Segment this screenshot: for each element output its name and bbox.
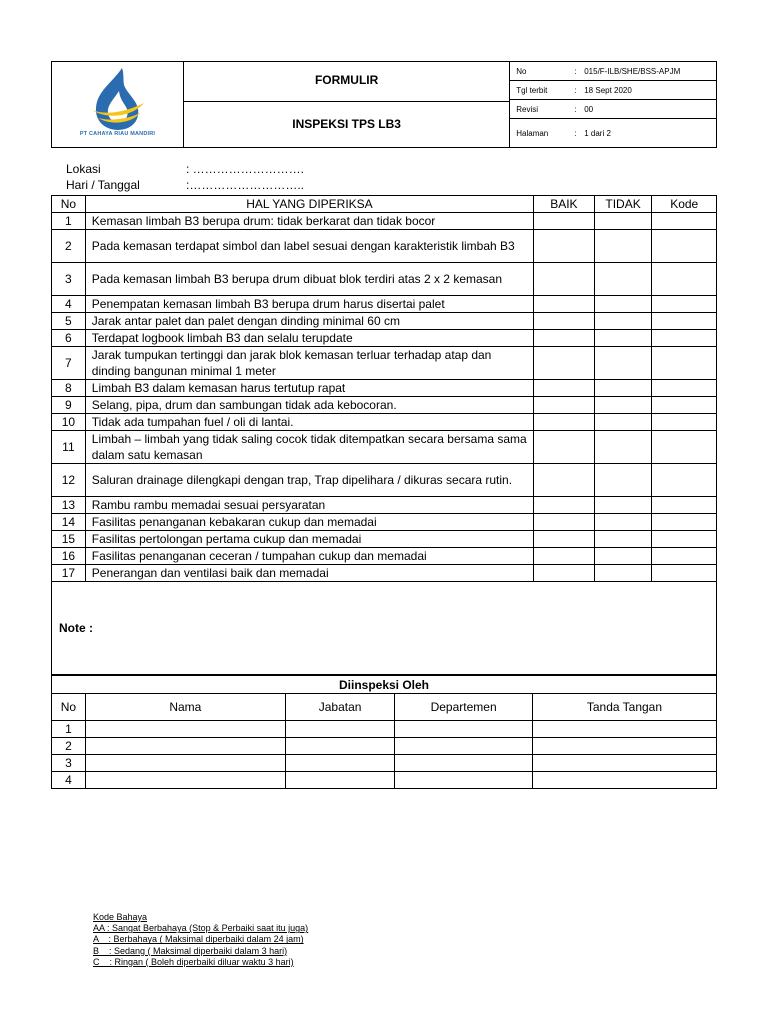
kode-cell[interactable] [652,414,717,431]
col-nama: Nama [85,694,285,721]
row-item-text: Tidak ada tumpahan fuel / oli di lantai. [85,414,533,431]
departemen-cell[interactable] [395,721,533,738]
tanda-tangan-cell[interactable] [532,772,716,789]
table-row [52,414,717,431]
tidak-cell[interactable] [594,414,652,431]
table-row [52,380,717,397]
kode-cell[interactable] [652,464,717,497]
tidak-cell[interactable] [594,548,652,565]
kode-cell[interactable] [652,213,717,230]
jabatan-cell[interactable] [285,755,395,772]
company-name: PT CAHAYA RIAU MANDIRI [79,130,156,137]
jabatan-cell[interactable] [285,721,395,738]
tanggal-label: Hari / Tanggal [66,178,140,192]
form-subtitle: INSPEKSI TPS LB3 [292,116,401,131]
baik-cell[interactable] [534,565,595,582]
row-no: 7 [52,347,86,380]
table-row [52,296,717,313]
row-item-text: Saluran drainage dilengkapi dengan trap, Trap dipelihara / dikuras secara rutin. [85,464,533,497]
row-item-text: Limbah – limbah yang tidak saling cocok tidak ditempatkan secara bersama sama dalam satu kemasan [85,431,533,464]
table-row [52,464,717,497]
row-no: 17 [52,565,86,582]
legend-item-b: B : Sedang ( Maksimal diperbaiki dalam 3 hari) [93,945,288,956]
table-row [52,721,717,738]
tidak-cell[interactable] [594,380,652,397]
form-title: FORMULIR [184,63,509,102]
kode-cell[interactable] [652,230,717,263]
kode-cell[interactable] [652,347,717,380]
kode-cell[interactable] [652,565,717,582]
table-row [52,397,717,414]
col-departemen: Departemen [395,694,533,721]
tidak-cell[interactable] [594,330,652,347]
row-no: 9 [52,397,86,414]
table-row [52,431,717,464]
tanda-tangan-cell[interactable] [532,755,716,772]
row-item-text: Fasilitas pertolongan pertama cukup dan memadai [85,531,533,548]
tidak-cell[interactable] [594,514,652,531]
row-item-text: Jarak antar palet dan palet dengan dinding minimal 60 cm [85,313,533,330]
row-item-text: Rambu rambu memadai sesuai persyaratan [85,497,533,514]
kode-cell[interactable] [652,497,717,514]
kode-cell[interactable] [652,531,717,548]
checklist-header-row [52,196,717,213]
kode-cell[interactable] [652,296,717,313]
kode-cell[interactable] [652,397,717,414]
table-row [52,497,717,514]
tidak-cell[interactable] [594,431,652,464]
row-no: 6 [52,330,86,347]
row-item-text: Pada kemasan terdapat simbol dan label sesuai dengan karakteristik limbah B3 [85,230,533,263]
row-item-text: Kemasan limbah B3 berupa drum: tidak berkarat dan tidak bocor [85,213,533,230]
row-no: 5 [52,313,86,330]
table-row [52,772,717,789]
kode-cell[interactable] [652,380,717,397]
title-cell [184,62,510,148]
col-jabatan: Jabatan [285,694,395,721]
departemen-cell[interactable] [395,755,533,772]
departemen-cell[interactable] [395,738,533,755]
table-row [52,313,717,330]
baik-cell[interactable] [534,313,595,330]
baik-cell[interactable] [534,497,595,514]
row-no: 15 [52,531,86,548]
nama-cell[interactable] [85,755,285,772]
tanda-tangan-cell[interactable] [532,738,716,755]
tidak-cell[interactable] [594,230,652,263]
row-no: 3 [52,263,86,296]
kode-cell[interactable] [652,263,717,296]
row-no: 4 [52,296,86,313]
table-row [52,230,717,263]
col-no: No [52,694,86,721]
legend [93,912,308,968]
tidak-cell[interactable] [594,397,652,414]
col-baik: BAIK [534,196,595,213]
baik-cell[interactable] [534,296,595,313]
inspection-body [52,721,717,789]
lokasi-value: : ………………………. [186,162,305,176]
baik-cell[interactable] [534,213,595,230]
tidak-cell[interactable] [594,263,652,296]
baik-cell[interactable] [534,514,595,531]
table-row [52,213,717,230]
row-item-text: Pada kemasan limbah B3 berupa drum dibuat blok terdiri atas 2 x 2 kemasan [85,263,533,296]
nama-cell[interactable] [85,721,285,738]
note-row [52,582,717,675]
tanda-tangan-cell[interactable] [532,721,716,738]
row-no: 2 [52,230,86,263]
checklist-body [52,213,717,582]
row-no: 4 [52,772,86,789]
row-no: 16 [52,548,86,565]
legend-item-a: A : Berbahaya ( Maksimal diperbaiki dalam 24 jam) [93,934,304,945]
tidak-cell[interactable] [594,347,652,380]
jabatan-cell[interactable] [285,772,395,789]
row-no: 11 [52,431,86,464]
col-tanda-tangan: Tanda Tangan [532,694,716,721]
baik-cell[interactable] [534,347,595,380]
tidak-cell[interactable] [594,531,652,548]
baik-cell[interactable] [534,531,595,548]
row-item-text: Fasilitas penanganan ceceran / tumpahan cukup dan memadai [85,548,533,565]
table-row [52,263,717,296]
tidak-cell[interactable] [594,296,652,313]
table-row [52,347,717,380]
col-item: HAL YANG DIPERIKSA [85,196,533,213]
row-item-text: Fasilitas penanganan kebakaran cukup dan memadai [85,514,533,531]
kode-cell[interactable] [652,548,717,565]
inspection-table [51,675,717,789]
row-item-text: Limbah B3 dalam kemasan harus tertutup rapat [85,380,533,397]
meta-halaman: Halaman : 1 dari 2 [510,118,716,147]
kode-cell[interactable] [652,431,717,464]
table-row [52,531,717,548]
table-row [52,738,717,755]
jabatan-cell[interactable] [285,738,395,755]
form-header [51,61,717,148]
baik-cell[interactable] [534,431,595,464]
row-item-text: Penempatan kemasan limbah B3 berupa drum harus disertai palet [85,296,533,313]
row-no: 12 [52,464,86,497]
baik-cell[interactable] [534,330,595,347]
legend-title: Kode Bahaya [93,912,148,922]
baik-cell[interactable] [534,548,595,565]
row-item-text: Terdapat logbook limbah B3 dan selalu terupdate [85,330,533,347]
row-no: 2 [52,738,86,755]
lokasi-label: Lokasi [66,162,101,176]
baik-cell[interactable] [534,397,595,414]
baik-cell[interactable] [534,414,595,431]
baik-cell[interactable] [534,230,595,263]
table-row [52,548,717,565]
row-no: 3 [52,755,86,772]
nama-cell[interactable] [85,772,285,789]
col-no: No [52,196,86,213]
table-row [52,330,717,347]
baik-cell[interactable] [534,380,595,397]
row-item-text: Selang, pipa, drum dan sambungan tidak ada kebocoran. [85,397,533,414]
table-row [52,755,717,772]
nama-cell[interactable] [85,738,285,755]
kode-cell[interactable] [652,330,717,347]
tidak-cell[interactable] [594,464,652,497]
kode-cell[interactable] [652,313,717,330]
col-tidak: TIDAK [594,196,652,213]
logo-cell [52,62,184,148]
baik-cell[interactable] [534,263,595,296]
row-no: 1 [52,721,86,738]
tanggal-value: :……………………….. [186,178,305,192]
meta-cell [510,62,717,148]
row-no: 8 [52,380,86,397]
meta-no: No : 015/F-ILB/SHE/BSS-APJM [516,66,681,76]
row-no: 1 [52,213,86,230]
tidak-cell[interactable] [594,497,652,514]
inspection-header-row [52,694,717,721]
row-no: 13 [52,497,86,514]
company-logo [52,63,183,133]
note-label[interactable]: Note : [52,582,717,675]
departemen-cell[interactable] [395,772,533,789]
row-item-text: Penerangan dan ventilasi baik dan memadai [85,565,533,582]
tidak-cell[interactable] [594,313,652,330]
inspection-title: Diinspeksi Oleh [52,676,717,694]
table-row [52,565,717,582]
tidak-cell[interactable] [594,213,652,230]
checklist-table [51,195,717,675]
baik-cell[interactable] [534,464,595,497]
col-kode: Kode [652,196,717,213]
row-no: 14 [52,514,86,531]
table-row [52,514,717,531]
legend-item-c: C : Ringan ( Boleh diperbaiki diluar waktu 3 hari) [93,956,294,967]
row-item-text: Jarak tumpukan tertinggi dan jarak blok kemasan terluar terhadap atap dan dinding bangunan minimal 1 meter [85,347,533,380]
row-no: 10 [52,414,86,431]
legend-item-aa: AA : Sangat Berbahaya (Stop & Perbaiki saat itu juga) [93,923,309,934]
meta-tgl-terbit: Tgl terbit : 18 Sept 2020 [510,80,716,99]
meta-revisi: Revisi : 00 [510,99,716,118]
tidak-cell[interactable] [594,565,652,582]
kode-cell[interactable] [652,514,717,531]
